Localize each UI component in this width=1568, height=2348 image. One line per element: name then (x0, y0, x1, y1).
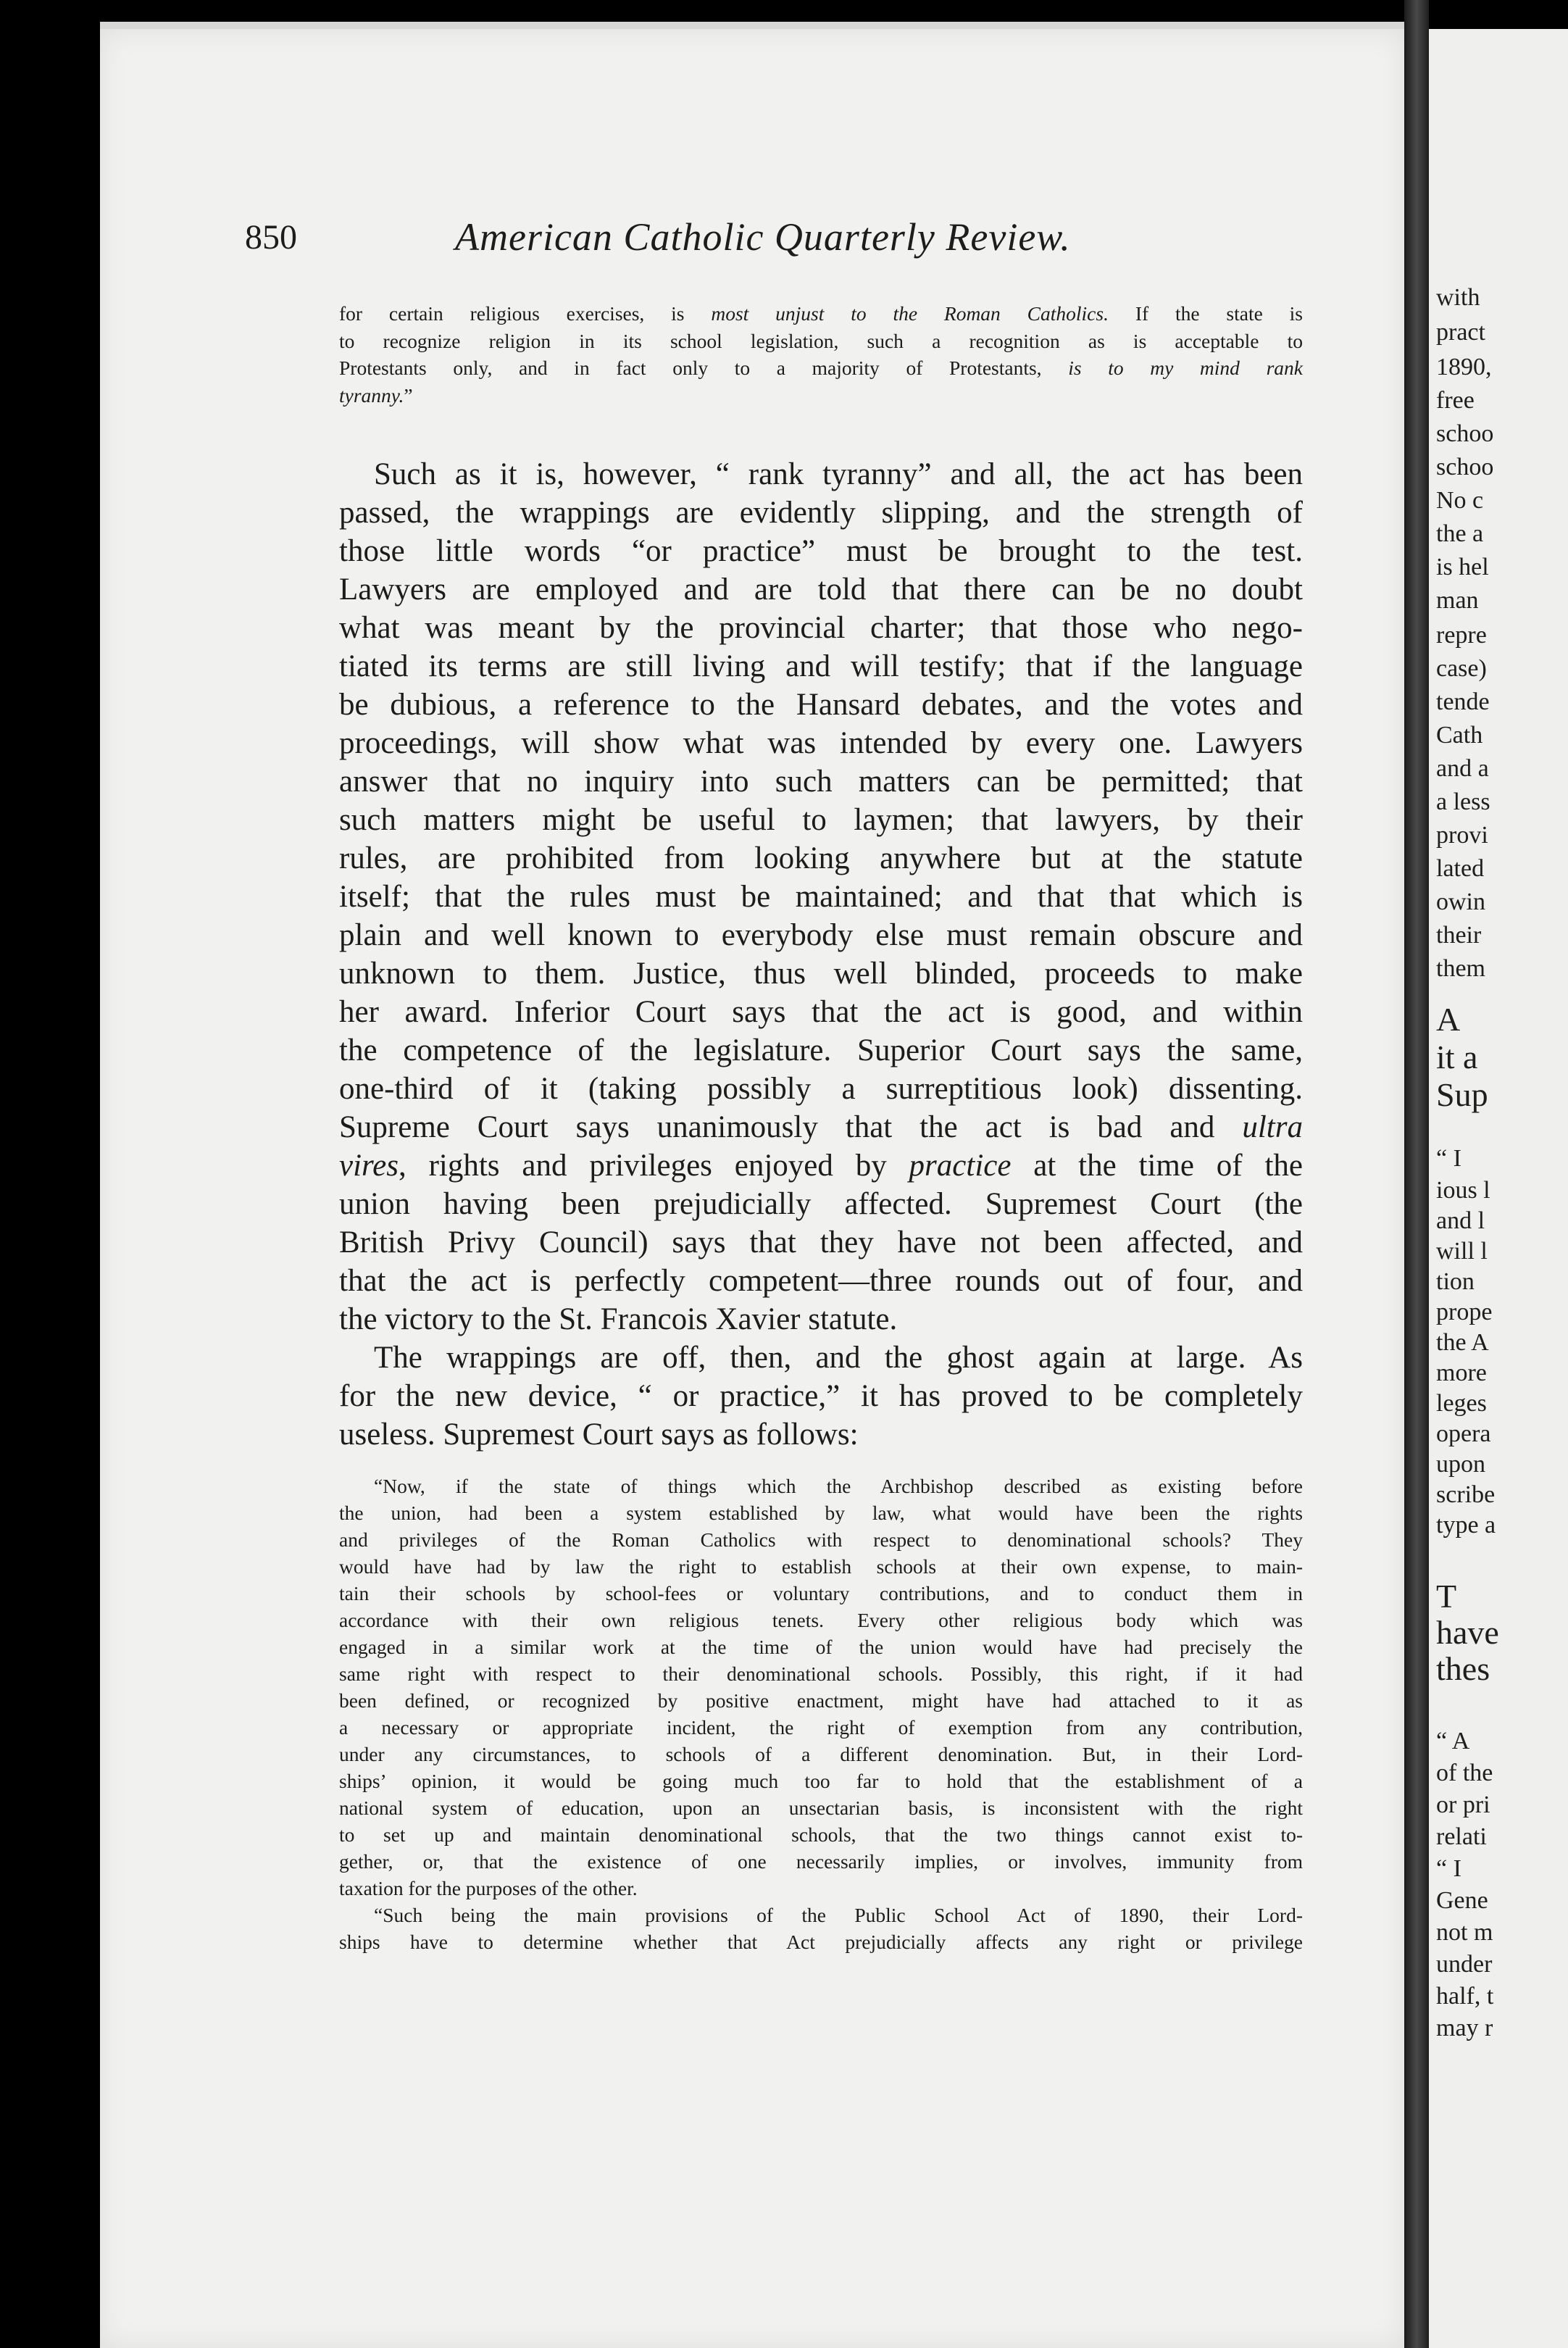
text-line: for certain religious exercises, is most unjust to the Roman Catholics. If the state is (339, 302, 1304, 325)
facing-page-fragment: the A (1436, 1329, 1489, 1356)
facing-page-fragment: not m (1436, 1919, 1493, 1946)
facing-page-fragment: Sup (1436, 1076, 1488, 1113)
book-gutter (1404, 0, 1429, 2348)
facing-page-fragment: is hel (1436, 554, 1489, 580)
text-line: the union, had been a system established by law, what would have been the rights (339, 1502, 1303, 1524)
text-line: plain and well known to everybody else must remain obscure and (339, 918, 1303, 952)
facing-page-fragment: have (1436, 1614, 1499, 1651)
facing-page-fragment: Cath (1436, 722, 1483, 749)
facing-page-fragment: may r (1436, 2015, 1493, 2041)
text-line: that the act is perfectly competent—three rounds out of four, and (339, 1264, 1303, 1298)
facing-page-fragment: of the (1436, 1760, 1493, 1786)
facing-page-fragment: type a (1436, 1512, 1496, 1539)
text-line: Supreme Court says unanimously that the act is bad and ultra (339, 1110, 1303, 1144)
facing-page-fragment: thes (1436, 1650, 1490, 1687)
facing-page-fragment: and a (1436, 755, 1489, 782)
facing-page-fragment: free (1436, 387, 1475, 414)
text-line: for the new device, “ or practice,” it has proved to be completely (339, 1379, 1303, 1413)
facing-page-fragment: 1890, (1436, 354, 1492, 380)
facing-page-fragment: will l (1436, 1238, 1488, 1265)
text-line: tiated its terms are still living and will testify; that if the language (339, 649, 1303, 683)
facing-page-fragment: lated (1436, 855, 1485, 882)
text-line: accordance with their own religious tenets. Every other religious body which was (339, 1609, 1303, 1631)
text-line: her award. Inferior Court says that the act is good, and within (339, 995, 1303, 1029)
facing-page-fragment: “ I (1436, 1855, 1461, 1882)
text-line: one-third of it (taking possibly a surreptitious look) dissenting. (339, 1072, 1303, 1106)
text-line: vires, rights and privileges enjoyed by practice at the time of the (339, 1149, 1304, 1183)
text-line: be dubious, a reference to the Hansard debates, and the votes and (339, 688, 1303, 722)
text-line: to recognize religion in its school legislation, such a recognition as is acceptable to (339, 329, 1303, 352)
text-line: unknown to them. Justice, thus well blinded, proceeds to make (339, 957, 1303, 991)
running-title: American Catholic Quarterly Review. (455, 215, 1071, 259)
facing-page-fragment: schoo (1436, 454, 1494, 480)
facing-page-fragment: opera (1436, 1420, 1491, 1447)
text-line: rules, are prohibited from looking anywhere but at the statute (339, 841, 1303, 875)
text-line: The wrappings are off, then, and the ghost again at large. As (374, 1341, 1303, 1375)
text-line: ships have to determine whether that Act prejudicially affects any right or privilege (339, 1931, 1303, 1953)
scan-background-left (0, 0, 100, 2348)
facing-page-fragment: under (1436, 1951, 1493, 1978)
text-line: ships’ opinion, it would be going much too far to hold that the establishment of a (339, 1770, 1303, 1792)
privy-council-quotation (339, 1473, 1303, 1955)
text-line: taxation for the purposes of the other. (339, 1877, 638, 1899)
text-line: engaged in a similar work at the time of the union would have had precisely the (339, 1636, 1303, 1658)
facing-page-fragment: pract (1436, 319, 1485, 346)
facing-page-fragment: it a (1436, 1038, 1478, 1075)
facing-page-fragment: more (1436, 1360, 1487, 1386)
text-line: “Such being the main provisions of the Public School Act of 1890, their Lord- (374, 1904, 1303, 1926)
facing-page-fragment: and l (1436, 1207, 1485, 1234)
text-line: Such as it is, however, “ rank tyranny” and all, the act has been (374, 457, 1303, 491)
facing-page-fragment: them (1436, 955, 1485, 982)
text-line: and privileges of the Roman Catholics with respect to denominational schools? They (339, 1528, 1303, 1551)
page-header (245, 217, 1288, 275)
text-line: such matters might be useful to laymen; that lawyers, by their (339, 803, 1303, 837)
facing-page-fragment: ious l (1436, 1177, 1490, 1204)
text-line: national system of education, upon an unsectarian basis, is inconsistent with the right (339, 1797, 1303, 1819)
facing-page-fragment: No c (1436, 487, 1484, 514)
facing-page-fragment: or pri (1436, 1791, 1490, 1818)
facing-page-fragment: A (1436, 1001, 1461, 1038)
text-line: answer that no inquiry into such matters can be permitted; that (339, 765, 1303, 799)
facing-page-fragment: repre (1436, 622, 1487, 649)
text-line: a necessary or appropriate incident, the right of exemption from any contribution, (339, 1716, 1303, 1739)
facing-page-fragment: man (1436, 587, 1479, 614)
facing-page-edge (1429, 29, 1568, 2348)
facing-page-fragment: with (1436, 284, 1480, 311)
text-line: Lawyers are employed and are told that there can be no doubt (339, 573, 1303, 607)
text-line: “Now, if the state of things which the Archbishop described as existing before (374, 1475, 1303, 1497)
text-line: what was meant by the provincial charter; that those who nego- (339, 611, 1303, 645)
text-line: union having been prejudicially affected. Supremest Court (the (339, 1187, 1303, 1221)
facing-page-fragment: half, t (1436, 1983, 1494, 2010)
text-line: been defined, or recognized by positive enactment, might have had attached to it as (339, 1689, 1303, 1712)
text-line: to set up and maintain denominational schools, that the two things cannot exist to- (339, 1823, 1303, 1846)
facing-page-fragment: “ A (1436, 1728, 1470, 1754)
facing-page-fragment: relati (1436, 1823, 1487, 1850)
text-line: the competence of the legislature. Superior Court says the same, (339, 1033, 1303, 1067)
text-line: tyranny.” (339, 383, 413, 407)
text-line: would have had by law the right to establish schools at their own expense, to main- (339, 1555, 1303, 1578)
text-line: British Privy Council) says that they have not been affected, and (339, 1225, 1303, 1260)
page-number: 850 (245, 218, 297, 257)
opening-quotation (339, 300, 1303, 409)
text-line: passed, the wrappings are evidently slipping, and the strength of (339, 496, 1303, 530)
text-line: under any circumstances, to schools of a different denomination. But, in their Lord- (339, 1743, 1303, 1765)
facing-page-fragment: leges (1436, 1390, 1487, 1417)
facing-page-fragment: tende (1436, 688, 1490, 715)
facing-page-fragment: “ I (1436, 1145, 1461, 1172)
text-line: the victory to the St. Francois Xavier statute. (339, 1302, 898, 1336)
facing-page-fragment: T (1436, 1578, 1457, 1615)
facing-page-fragment: scribe (1436, 1481, 1496, 1508)
facing-page-fragment: owin (1436, 888, 1485, 915)
text-line: useless. Supremest Court says as follows: (339, 1417, 859, 1452)
facing-page-fragment: case) (1436, 655, 1487, 682)
facing-page-fragment: provi (1436, 822, 1488, 849)
facing-page-fragment: tion (1436, 1268, 1475, 1295)
text-line: itself; that the rules must be maintained; and that that which is (339, 880, 1303, 914)
text-line: proceedings, will show what was intended by every one. Lawyers (339, 726, 1303, 760)
facing-page-fragment: upon (1436, 1451, 1485, 1478)
body-paragraphs (339, 455, 1303, 1454)
text-line: tain their schools by school-fees or voluntary contributions, and to conduct them in (339, 1582, 1303, 1604)
facing-page-fragment: prope (1436, 1299, 1493, 1325)
text-line: Protestants only, and in fact only to a majority of Protestants, is to my mind rank (339, 357, 1303, 379)
facing-page-fragment: Gene (1436, 1887, 1488, 1914)
facing-page-fragment: schoo (1436, 420, 1494, 447)
facing-page-fragment: the a (1436, 520, 1484, 547)
text-line: those little words “or practice” must be brought to the test. (339, 534, 1303, 568)
text-line: gether, or, that the existence of one necessarily implies, or involves, immunity from (339, 1850, 1303, 1873)
facing-page-fragment: a less (1436, 788, 1490, 815)
text-line: same right with respect to their denominational schools. Possibly, this right, if it had (339, 1662, 1303, 1685)
facing-page-fragment: their (1436, 922, 1482, 949)
